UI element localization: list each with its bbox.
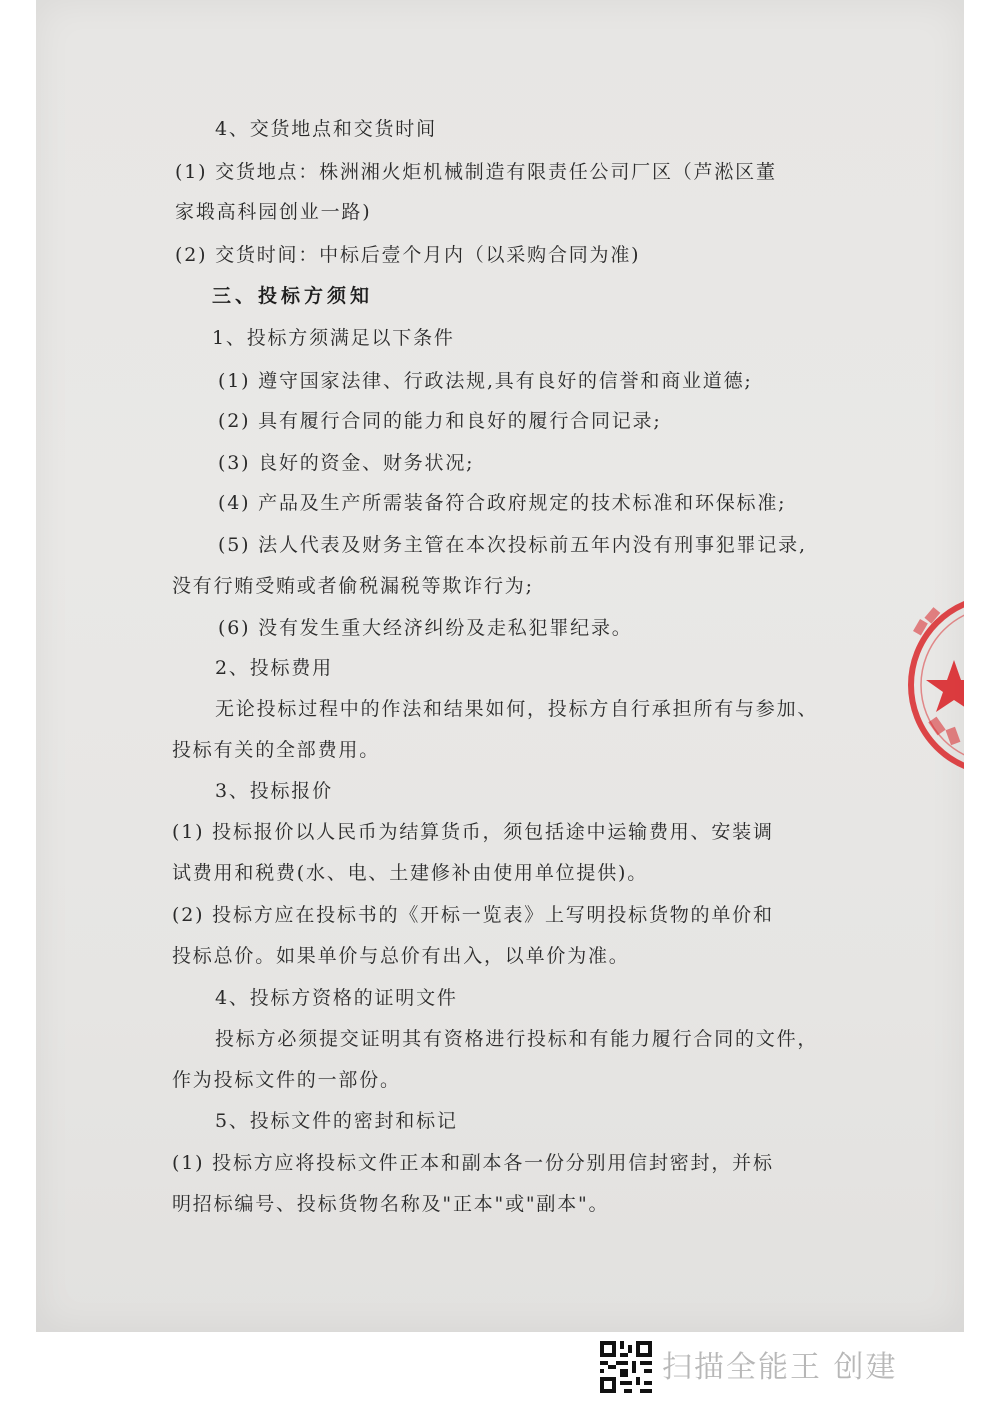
text-line: (3) 良好的资金、财务状况; bbox=[218, 452, 475, 474]
section-heading: 三、投标方须知 bbox=[212, 285, 374, 307]
text-line: 家塅高科园创业一路) bbox=[175, 201, 372, 223]
text-line: (1) 投标报价以人民币为结算货币，须包括途中运输费用、安装调 bbox=[172, 821, 774, 843]
watermark-text: 扫描全能王 创建 bbox=[662, 1350, 898, 1385]
qr-code-icon bbox=[600, 1341, 652, 1393]
text-line: 作为投标文件的一部份。 bbox=[172, 1069, 401, 1091]
text-line: 4、投标方资格的证明文件 bbox=[215, 987, 458, 1009]
text-line: 2、投标费用 bbox=[215, 657, 333, 679]
text-line: 投标总价。如果单价与总价有出入，以单价为准。 bbox=[172, 945, 630, 967]
scanner-watermark bbox=[600, 1341, 930, 1397]
red-star-seal-icon bbox=[904, 590, 964, 780]
text-line: 1、投标方须满足以下条件 bbox=[212, 327, 455, 349]
text-line: (2) 投标方应在投标书的《开标一览表》上写明投标货物的单价和 bbox=[172, 904, 774, 926]
text-line: 投标有关的全部费用。 bbox=[172, 739, 381, 761]
text-line: 没有行贿受贿或者偷税漏税等欺诈行为; bbox=[172, 575, 534, 597]
text-line: 明招标编号、投标货物名称及"正本"或"副本"。 bbox=[172, 1193, 610, 1215]
text-line: (1) 投标方应将投标文件正本和副本各一份分别用信封密封，并标 bbox=[172, 1152, 774, 1174]
text-line: (2) 具有履行合同的能力和良好的履行合同记录; bbox=[218, 410, 662, 432]
text-line: 试费用和税费(水、电、土建修补由使用单位提供)。 bbox=[172, 862, 649, 884]
text-line: 3、投标报价 bbox=[215, 780, 333, 802]
text-line: (5) 法人代表及财务主管在本次投标前五年内没有刑事犯罪记录, bbox=[218, 534, 807, 556]
text-line: (4) 产品及生产所需装备符合政府规定的技术标准和环保标准; bbox=[218, 492, 787, 514]
text-line: 5、投标文件的密封和标记 bbox=[215, 1110, 458, 1132]
text-line: (2) 交货时间：中标后壹个月内（以采购合同为准) bbox=[175, 244, 641, 266]
text-line: (1) 交货地点：株洲湘火炬机械制造有限责任公司厂区（芦淞区董 bbox=[175, 161, 777, 183]
text-line: 4、交货地点和交货时间 bbox=[215, 118, 437, 140]
scanned-page bbox=[36, 0, 964, 1332]
text-line: (6) 没有发生重大经济纠纷及走私犯罪纪录。 bbox=[218, 617, 633, 639]
text-line: 无论投标过程中的作法和结果如何，投标方自行承担所有与参加、 bbox=[215, 698, 819, 720]
text-line: (1) 遵守国家法律、行政法规,具有良好的信誉和商业道德; bbox=[218, 370, 753, 392]
text-line: 投标方必须提交证明其有资格进行投标和有能力履行合同的文件， bbox=[215, 1028, 819, 1050]
